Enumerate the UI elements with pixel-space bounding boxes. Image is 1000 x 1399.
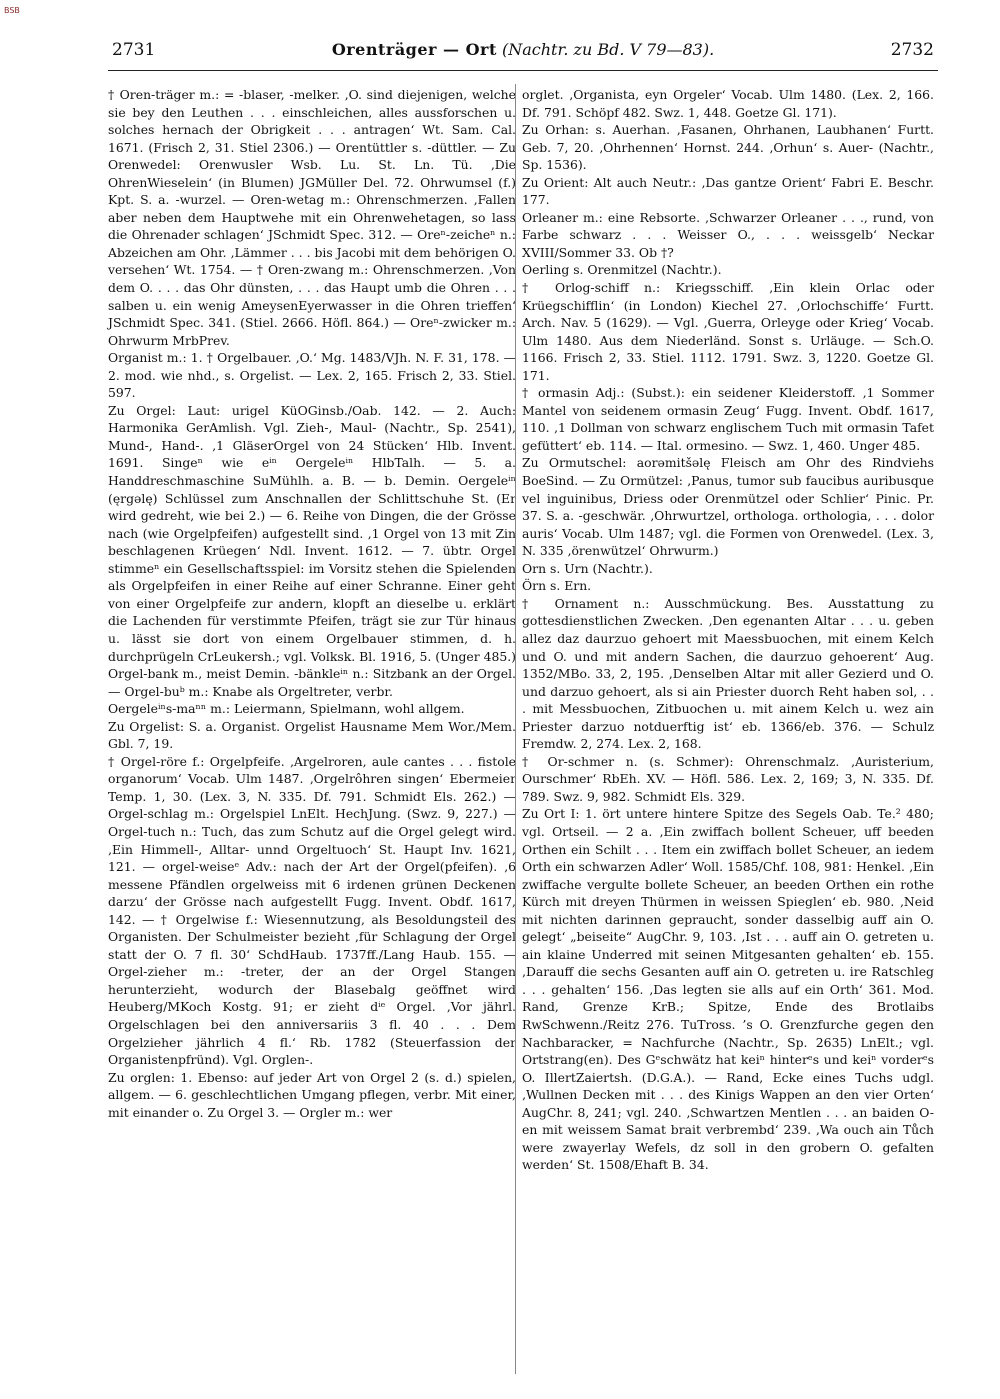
entry-orlog-schiff: † Orlog-schiff n.: Kriegsschiff. ‚Ein klein Orlac oder Krüegschifflin‘ (in London) Kiechel 27. ‚Orlochschiffe‘ Furtt. Arch. Nav. 5 (1629). — Vgl. ‚Guerra, Orleyge oder Krieg‘ Vocab. Ulm 1480. Aus dem Niederländ. Sonst s. Urläuge. — Sch.O. 1166. Frisch 2, 33. Stiel. 1112. 1791. Swz. 3, 1220. Goetze Gl. 171.	[522, 280, 934, 383]
entry-orhan: Zu Orhan: s. Auerhan. ‚Fasanen, Ohrhanen, Laubhanen‘ Furtt. Geb. 7, 20. ‚Ohrhennen‘ Hornst. 244. ‚Orhun‘ s. Auer- (Nachtr., Sp. 1536).	[522, 122, 934, 173]
header-rule	[108, 70, 938, 71]
page-number-left: 2731	[112, 40, 156, 60]
entry-ormutschel: Zu Ormutschel: aorəmitšəlę Fleisch am Ohr des Rindviehs BoeSind. — Zu Ormützel: ‚Panus, tumor sub faucibus auribusque vel inguinibus, Driess oder Orenmützel oder Schlier‘ Pinic. Pr. 37. S. a. -geschwär. ‚Ohrwurtzel, orthologa. orthologia, . . . dolor auris‘ Vocab. Ulm 1487; vgl. die Formen von Orenwedel. (Lex. 3, N. 335 ‚örenwützel‘ Ohrwurm.)	[522, 455, 934, 559]
entry-orn: Orn s. Urn (Nachtr.).	[522, 560, 653, 576]
entry-orgel: Zu Orgel: Laut: urigel KüOGinsb./Oab. 142. — 2. Auch: Harmonika GerAmlish. Vgl. Zieh-, Maul- (Nachtr., Sp. 2541), Mund-, Hand-. ‚1 GläserOrgel von 24 Stücken‘ Hlb. Invent. 1691. Singeⁿ wie eⁱⁿ Oergeleⁱⁿ HlbTalh. — 5. a. Handdreschmaschine SuMühlh. a. B. — b. Demin. Oergeleⁱⁿ (ęrgəlę) Schlüssel zum Anschnallen der Schlittschuhe St. (Er wird gedreht, wie bei 2.) — 6. Reihe von Dingen, die der Grösse nach (wie Orgelpfeifen) aufgestellt sind. ‚1 Orgel von 13 mit Zin beschlagenen Krüegen‘ Ndl. Invent. 1612. — 7. übtr. Orgel stimmeⁿ ein Gesellschaftsspiel: im Vorsitz stehen die Spielenden als Orgelpfeifen in einer Reihe auf einer Schranne. Einer geht von einer Orgelpfeife zur andern, klopft an dieselbe u. erklärt die Lachenden für verstimmte Pfeifen, trägt sie zur Tür hinaus u. lässt sie dort von einem Orgelbauer stimmen, d. h. durchprügeln CrLeukersh.; vgl. Volksk. Bl. 1916, 5. (Unger 485.)	[108, 402, 517, 664]
entry-orgelist: Zu Orgelist: S. a. Organist. Orgelist Hausname Mem Wor./Mem. Gbl. 7, 19.	[108, 718, 516, 752]
entry-orgler-cont: orglet. ‚Organista, eyn Orgeler‘ Vocab. Ulm 1480. (Lex. 2, 166. Df. 791. Schöpf 482. Swz. 1, 448. Goetze Gl. 171).	[522, 87, 934, 120]
library-stamp: BSB	[4, 6, 20, 15]
running-title-note: (Nachtr. zu Bd. V 79—83).	[501, 40, 715, 59]
entry-orient: Zu Orient: Alt auch Neutr.: ‚Das gantze Orient‘ Fabri E. Beschr. 177.	[522, 174, 934, 208]
entry-ornament: † Ornament n.: Ausschmückung. Bes. Ausstattung zu gottesdienstlichen Zwecken. ‚Den egenanten Altar . . . u. geben allez daz daurzuo gehoert mit Maessbuochen, mit einem Kelch und O. und mit andern Sachen, die daurzuo gehoerent‘ Aug. 1352/MBo. 33, 2, 195. ‚Denselben Altar mit aller Gezierd und O. und darzuo gehoert, als si ain Priester duorch Reht haben sol, . . . mit Messbuochen, Zitbuochen u. mit ainem Kelch u. wez ain Priester darzuo notduerftig ist‘ eb. 1366/eb. 376. — Schulz Fremdw. 2, 274. Lex. 2, 168.	[522, 595, 934, 752]
entry-oern: Örn s. Ern.	[522, 578, 592, 594]
right-column	[522, 86, 934, 1174]
running-title	[112, 40, 934, 59]
entry-orleaner: Orleaner m.: eine Rebsorte. ‚Schwarzer Orleaner . . ., rund, von Farbe schwarz . . . Weisser O., . . . weissgelb‘ Neckar XVIII/Sommer 33. Ob †?	[522, 209, 934, 260]
running-title-headwords: Orenträger — Ort	[331, 40, 497, 59]
entry-orgel-roere: † Orgel-röre f.: Orgelpfeife. ‚Argelroren, aule cantes . . . fistole organorum‘ Vocab. Ulm 1487. ‚Orgelrôhren singen‘ Ebermeier Temp. 1, 30. (Lex. 3, N. 335. Df. 791. Schmidt Els. 262.) — Orgel-schlag m.: Orgelspiel LnElt. HechJung. (Swz. 9, 227.) — Orgel-tuch n.: Tuch, das zum Schutz auf die Orgel gelegt wird. ‚Ein Himmell-, Alltar- unnd Orgeltuoch‘ St. Haupt Inv. 1621, 121. — orgel-weiseᵉ Adv.: nach der Art der Orgel(pfeifen). ‚6 messene Pfändlen orgelweiss mit 6 irdenen grünen Deckenen darzu‘ der Grösse nach aufgestellt Fugg. Invent. Obdf. 1617, 142. — † Orgelwise f.: Wiesennutzung, als Besoldungsteil des Organisten. Der Schulmeister bezieht ‚für Schlagung der Orgel statt der O. 7 fl. 30‘ SchdHaub. 1737ff./Lang Haub. 155. — Orgel-zieher m.: -treter, der an der Orgel Stangen herunterzieht, wodurch der Blasebalg geöffnet wird Heuberg/MKoch Kostg. 91; er zieht dⁱᵉ Orgel. ‚Vor jährl. Orgelschlagen bei den anniversariis 3 fl. 40 . . . Dem Orgelzieher jährlich 4 fl.‘ Rb. 1782 (Steuerfassion der Organistenpfründ). Vgl. Orglen-.	[108, 753, 516, 1068]
entry-orgel-bank: Orgel-bank m., meist Demin. -bänkleⁱⁿ n.: Sitzbank an der Orgel. — Orgel-buᵇ m.: Knabe als Orgeltreter, verbr.	[108, 666, 516, 699]
page-number-right: 2732	[890, 40, 934, 60]
entry-or-schmer: † Or-schmer n. (s. Schmer): Ohrenschmalz. ‚Auristerium, Ourschmer‘ RbEh. XV. — Höfl. 586. Lex. 2, 169; 3, N. 335. Df. 789. Swz. 9, 982. Schmidt Els. 329.	[522, 753, 934, 804]
left-column	[108, 86, 516, 1121]
entry-ort-1: Zu Ort I: 1. ört untere hintere Spitze des Segels Oab. Te.² 480; vgl. Ortseil. — 2 a. ‚Ein zwiffach bollent Scheuer, uff beeden Orthen ein Schilt . . . Item ein zwiffach bollet Scheuer, an iedem Orth ein schwarzen Adler‘ Woll. 1585/Chf. 108, 981: Henkel. ‚Ein zwiffache vergulte bollete Scheuer, an beeden Orthen ein rothe Kürch mit dreyen Thürmen in weissen Spieglen‘ eb. 980. ‚Neid mit nichten darinnen gepraucht, sonder dasselbig auff ain O. gelegt‘ „beiseite“ AugChr. 9, 103. ‚Ist . . . auff ain O. getreten u. ain klaine Underred mit seinen Mitgesanten gehalten‘ eb. 155. ‚Darauff die sechs Gesanten auff ain O. getreten u. ire Ratschleg . . . gehalten‘ 156. ‚Das legten sie alls auf ein Orth‘ 361. Mod. Rand, Grenze KrB.; Spitze, Ende des Brotlaibs RwSchwenn./Reitz 276. TuTross. ’s O. Grenzfurche gegen den Nachbaracker, = Nachfurche (Nachtr., Sp. 2635) LnElt.; vgl. Ortstrang(en). Des Gᵉschwätz hat keiⁿ hinterᵉs und keiⁿ vorderᵉs O. IllertZaiertsh. (D.G.A.). — Rand, Ecke eines Tuchs udgl. ‚Wullnen Decken mit . . . des Kinigs Wappen an den vier Orten‘ AugChr. 8, 241; vgl. 240. ‚Schwartzen Mentlen . . . an baiden O-en mit weissem Samat brait verbrembd‘ 239. ‚Wa ouch ain Tůch were zwayerlay Wefels, dz soll in den grobern O. gefalten werden‘ St. 1508/Ehaft B. 34.	[522, 806, 934, 1173]
entry-organist: Organist m.: 1. † Orgelbauer. ‚O.‘ Mg. 1483/VJh. N. F. 31, 178. — 2. mod. wie nhd., s. Orgelist. — Lex. 2, 165. Frisch 2, 33. Stiel. 597.	[108, 350, 516, 401]
page-header	[112, 40, 934, 66]
entry-orglen: Zu orglen: 1. Ebenso: auf jeder Art von Orgel 2 (s. d.) spielen, allgem. — 6. geschlechtlichen Umgang pflegen, verbr. Mit einer, mit einander o. Zu Orgel 3. — Orgler m.: wer	[108, 1069, 516, 1120]
entry-ormasin: † ormasin Adj.: (Subst.): ein seidener Kleiderstoff. ‚1 Sommer Mantel von seidenem ormasin Zeug‘ Fugg. Invent. Obdf. 1617, 110. ‚1 Dollman von schwarz englischem Tuch mit ormasin Tafet gefüttert‘ eb. 114. — Ital. ormesino. — Swz. 1, 460. Unger 485.	[522, 385, 934, 453]
entry-oergeleins-mann: Oergeleⁱⁿs-maⁿⁿ m.: Leiermann, Spielmann, wohl allgem.	[108, 701, 465, 717]
column-divider	[515, 84, 516, 1374]
entry-orentraeger: † Oren-träger m.: = -blaser, -melker. ‚O. sind diejenigen, welche sie bey den Leuthen . . . einschleichen, alles aussforschen u. solches hernach der Obrigkeit . . . antragen‘ Wt. Sam. Cal. 1671. (Frisch 2, 31. Stiel 2306.) — Orentüttler s. -düttler. — Zu Orenwedel: Orenwusler Wsb. Lu. St. Ln. Tü. ‚Die OhrenWieselein‘ (in Blumen) JGMüller Del. 72. Ohrwumsel (f.) Kpt. S. a. -wurzel. — Oren-wetag m.: Ohrenschmerzen. ‚Fallen aber neben dem Hauptwehe mit ein Ohrenwehetagen, so lass die Ohrenader schlagen‘ JSchmidt Spec. 312. — Oreⁿ-zeicheⁿ n.: Abzeichen am Ohr. ‚Lämmer . . . bis Jacobi mit dem behörigen O. versehen‘ Wt. 1754. — † Oren-zwang m.: Ohrenschmerzen. ‚Von dem O. . . . das Ohr dünsten, . . . das Haupt umb die Ohren . . . salben u. ein wenig AmeysenEyerwasser in die Ohren trieffen‘ JSchmidt Spec. 341. (Stiel. 2666. Höfl. 864.) — Oreⁿ-zwicker m.: Ohrwurm MrbPrev.	[108, 87, 516, 348]
entry-oerling: Oerling s. Orenmitzel (Nachtr.).	[522, 262, 722, 278]
